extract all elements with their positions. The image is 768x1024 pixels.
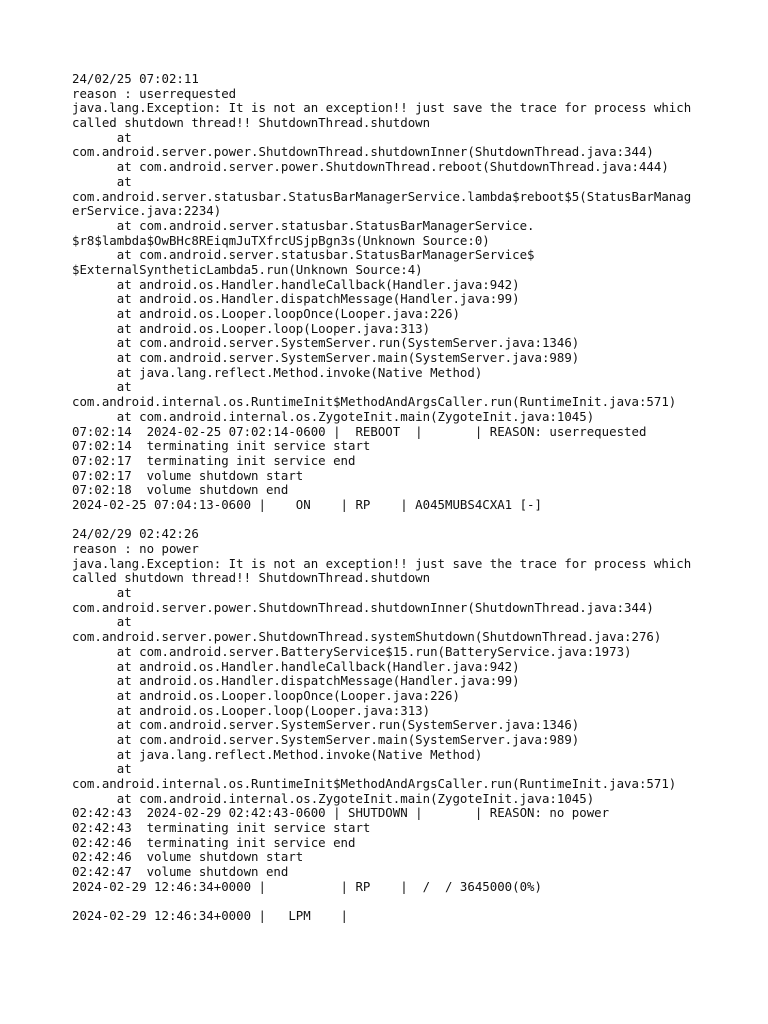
log-line: 02:42:46 volume shutdown start	[72, 849, 304, 865]
log-line: $ExternalSyntheticLambda5.run(Unknown Source:4)	[72, 261, 423, 277]
log-line: 07:02:17 terminating init service end	[72, 452, 356, 468]
log-line: at com.android.server.power.ShutdownThread.reboot(ShutdownThread.java:444)	[72, 159, 669, 175]
log-line: 02:42:43 2024-02-29 02:42:43-0600 | SHUTDOWN | | REASON: no power	[72, 805, 610, 821]
log-line: at com.android.server.SystemServer.main(SystemServer.java:989)	[72, 350, 580, 366]
log-line: at com.android.server.statusbar.StatusBarManagerService.	[72, 217, 535, 233]
log-document	[72, 72, 712, 924]
log-line: at com.android.server.SystemServer.main(SystemServer.java:989)	[72, 731, 580, 747]
log-line: at com.android.internal.os.ZygoteInit.main(ZygoteInit.java:1045)	[72, 790, 595, 806]
log-line: com.android.internal.os.RuntimeInit$MethodAndArgsCaller.run(RuntimeInit.java:571)	[72, 394, 677, 410]
log-line: at com.android.internal.os.ZygoteInit.main(ZygoteInit.java:1045)	[72, 408, 595, 424]
log-line: 24/02/25 07:02:11	[72, 71, 199, 86]
log-line: 07:02:18 volume shutdown end	[72, 482, 289, 498]
log-line: at	[72, 585, 132, 601]
log-line: at com.android.server.SystemServer.run(SystemServer.java:1346)	[72, 335, 580, 351]
log-line: at java.lang.reflect.Method.invoke(Native Method)	[72, 364, 483, 380]
log-line: com.android.server.statusbar.StatusBarManagerService.lambda$reboot$5(StatusBarManag	[72, 188, 692, 204]
log-line: at	[72, 129, 132, 145]
log-line: at android.os.Handler.dispatchMessage(Handler.java:99)	[72, 291, 520, 307]
log-line: 2024-02-29 12:46:34+0000 | | RP | / / 3645000(0%)	[72, 878, 542, 894]
blank-line	[72, 513, 712, 528]
log-line: 02:42:46 terminating init service end	[72, 834, 356, 850]
log-line: reason : userrequested	[72, 85, 237, 101]
log-line: reason : no power	[72, 541, 199, 556]
log-line: 24/02/29 02:42:26	[72, 526, 199, 542]
log-line: 2024-02-29 12:46:34+0000 | LPM |	[72, 908, 349, 924]
log-line: 02:42:43 terminating init service start	[72, 820, 371, 836]
log-line: at android.os.Handler.dispatchMessage(Handler.java:99)	[72, 673, 520, 689]
log-line: at com.android.server.SystemServer.run(SystemServer.java:1346)	[72, 717, 580, 733]
log-line: $r8$lambda$OwBHc8REiqmJuTXfrcUSjpBgn3s(Unknown Source:0)	[72, 232, 490, 248]
log-line: at android.os.Looper.loop(Looper.java:313)	[72, 702, 431, 718]
log-line: 07:02:17 volume shutdown start	[72, 467, 304, 483]
log-line: at android.os.Looper.loop(Looper.java:313)	[72, 320, 431, 336]
log-line: at com.android.server.BatteryService$15.run(BatteryService.java:1973)	[72, 643, 632, 659]
log-line: at android.os.Handler.handleCallback(Handler.java:942)	[72, 276, 520, 292]
log-line: java.lang.Exception: It is not an exception!! just save the trace for process which	[72, 100, 692, 116]
log-line: 02:42:47 volume shutdown end	[72, 864, 289, 880]
log-line: at android.os.Handler.handleCallback(Handler.java:942)	[72, 658, 520, 674]
log-line: com.android.server.power.ShutdownThread.systemShutdown(ShutdownThread.java:276)	[72, 629, 662, 645]
blank-line	[72, 895, 712, 910]
log-line: at com.android.server.statusbar.StatusBarManagerService$	[72, 247, 535, 263]
log-line: called shutdown thread!! ShutdownThread.shutdown	[72, 115, 431, 131]
log-line: called shutdown thread!! ShutdownThread.shutdown	[72, 570, 431, 586]
log-line: at	[72, 761, 132, 777]
log-line: at android.os.Looper.loopOnce(Looper.java:226)	[72, 687, 460, 703]
log-line: at java.lang.reflect.Method.invoke(Native Method)	[72, 746, 483, 762]
log-line: 07:02:14 2024-02-25 07:02:14-0600 | REBOOT | | REASON: userrequested	[72, 423, 647, 439]
log-line: com.android.server.power.ShutdownThread.shutdownInner(ShutdownThread.java:344)	[72, 144, 654, 160]
log-line: java.lang.Exception: It is not an exception!! just save the trace for process which	[72, 555, 692, 571]
log-line: com.android.server.power.ShutdownThread.shutdownInner(ShutdownThread.java:344)	[72, 599, 654, 615]
log-line: at	[72, 379, 132, 395]
log-line: at	[72, 173, 132, 189]
log-line: com.android.internal.os.RuntimeInit$MethodAndArgsCaller.run(RuntimeInit.java:571)	[72, 776, 677, 791]
log-line: at android.os.Looper.loopOnce(Looper.java:226)	[72, 306, 460, 321]
log-line: erService.java:2234)	[72, 203, 222, 219]
log-line: 2024-02-25 07:04:13-0600 | ON | RP | A045MUBS4CXA1 [-]	[72, 496, 542, 512]
log-line: at	[72, 614, 132, 630]
log-line: 07:02:14 terminating init service start	[72, 438, 371, 454]
